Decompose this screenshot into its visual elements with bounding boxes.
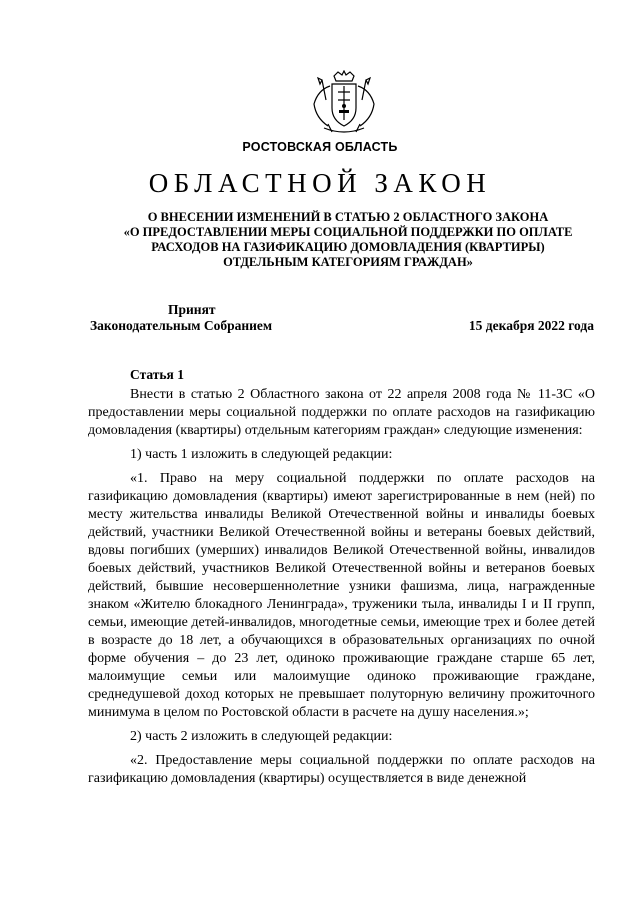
adoption-date: 15 декабря 2022 года [468,318,594,333]
paragraph: 2) часть 2 изложить в следующей редакции: [130,729,393,744]
law-title [88,210,608,270]
region-name: РОСТОВСКАЯ ОБЛАСТЬ [242,140,398,154]
paragraph: «2. Предоставление меры социальной поддержки по оплате расходов на газификацию домовладения (квартиры) осуществляется в виде денежной [88,753,595,786]
adoption-block [90,302,310,334]
law-title-line: О ВНЕСЕНИИ ИЗМЕНЕНИЙ В СТАТЬЮ 2 ОБЛАСТНОГО ЗАКОНА [147,210,549,224]
law-title-line: ОТДЕЛЬНЫМ КАТЕГОРИЯМ ГРАЖДАН» [223,255,473,269]
law-title-line: «О ПРЕДОСТАВЛЕНИИ МЕРЫ СОЦИАЛЬНОЙ ПОДДЕРЖКИ ПО ОПЛАТЕ [123,225,573,239]
paragraph: 1) часть 1 изложить в следующей редакции: [130,447,393,462]
document-type: ОБЛАСТНОЙ ЗАКОН [148,168,492,198]
law-title-line: РАСХОДОВ НА ГАЗИФИКАЦИЮ ДОМОВЛАДЕНИЯ (КВАРТИРЫ) [151,240,545,254]
paragraph: «1. Право на меру социальной поддержки по оплате расходов на газификацию домовладения (квартиры) имеют зарегистрированные в нем (ней) по месту жительства инвалиды Великой Отечественной войны и инвалиды боевых действий, участники Великой Отечественной войны и ветераны боевых действий, вдовы погибших (умерших) инвалидов Великой Отечественной войны, инвалидов боевых действий, участников Великой Отечественной войны и ветеранов боевых действий, бывшие несовершеннолетние узники фашизма, лица, награжденные знаком «Жителю блокадного Ленинграда», труженики тыла, инвалиды I и II групп, семьи, имеющие детей-инвалидов, многодетные семьи, имеющие трех и более детей в возрасте до 18 лет, а обучающихся в образовательных организациях по очной форме обучения – до 23 лет, одиноко проживающие граждане старше 65 лет, малоимущие семьи или малоимущие одиноко проживающие граждане, среднедушевой доход которых не превышает полуторную величину прожиточного минимума в целом по Ростовской области в расчете на душу населения.»; [88,471,595,720]
adopting-body: Законодательным Собранием [90,318,273,333]
rostov-coat-of-arms-icon [304,70,384,136]
adopted-label: Принят [168,302,216,317]
article-heading: Статья 1 [130,367,184,382]
article-body [88,386,595,788]
paragraph: Внести в статью 2 Областного закона от 22 апреля 2008 года № 11-ЗС «О предоставлении меры социальной поддержки по оплате расходов на газификацию домовладения (квартиры) отдельным категориям граждан» следующие изменения: [88,387,595,438]
